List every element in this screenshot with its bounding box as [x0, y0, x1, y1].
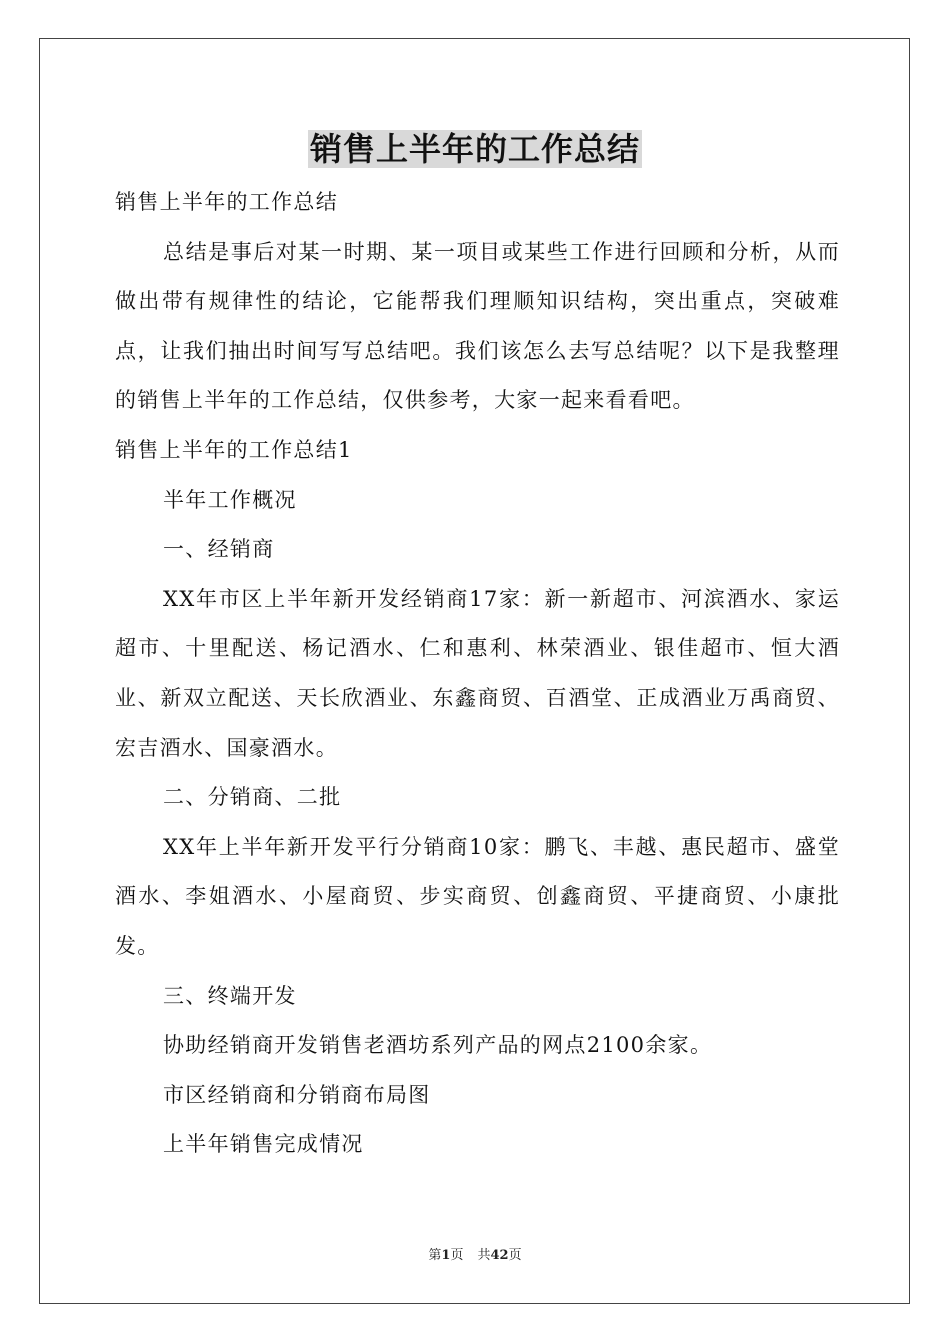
distributors-paragraph: XX年上半年新开发平行分销商10家：鹏飞、丰越、惠民超市、盛堂酒水、李姐酒水、小屋商贸、步实商贸、创鑫商贸、平捷商贸、小康批发。: [115, 834, 840, 958]
dealers-paragraph: XX年市区上半年新开发经销商17家：新一新超市、河滨酒水、家运超市、十里配送、杨记酒水、仁和惠利、林荣酒业、银佳超市、恒大酒业、新双立配送、天长欣酒业、东鑫商贸、百酒堂、正成酒业万禹商贸、宏吉酒水、国豪酒水。: [115, 586, 840, 760]
terminal-heading: 三、终端开发: [163, 983, 297, 1008]
page-footer: [0, 1246, 950, 1266]
page-prefix: 第: [428, 1248, 442, 1263]
total-pages: 42: [490, 1248, 509, 1263]
distributors-heading: 二、分销商、二批: [163, 785, 342, 810]
document-title-text: 销售上半年的工作总结: [309, 130, 640, 168]
document-body: [115, 178, 840, 1170]
dealers-heading: 一、经销商: [163, 537, 275, 562]
total-prefix: 共: [477, 1248, 491, 1263]
page-number: 1: [441, 1248, 451, 1263]
page-suffix: 页: [450, 1248, 464, 1263]
total-suffix: 页: [508, 1248, 522, 1263]
sales-status-heading: 上半年销售完成情况: [163, 1132, 364, 1157]
section-heading: 销售上半年的工作总结1: [115, 437, 353, 462]
overview-heading: 半年工作概况: [163, 487, 297, 512]
document-title: [0, 124, 950, 174]
layout-map-caption: 市区经销商和分销商布局图: [163, 1082, 431, 1107]
subtitle-paragraph: 销售上半年的工作总结: [115, 190, 338, 214]
terminal-paragraph: 协助经销商开发销售老酒坊系列产品的网点2100余家。: [163, 1033, 713, 1058]
intro-paragraph: 总结是事后对某一时期、某一项目或某些工作进行回顾和分析，从而做出带有规律性的结论，它能帮我们理顺知识结构，突出重点，突破难点，让我们抽出时间写写总结吧。我们该怎么去写总结呢？以下是我整理的销售上半年的工作总结，仅供参考，大家一起来看看吧。: [115, 239, 840, 413]
